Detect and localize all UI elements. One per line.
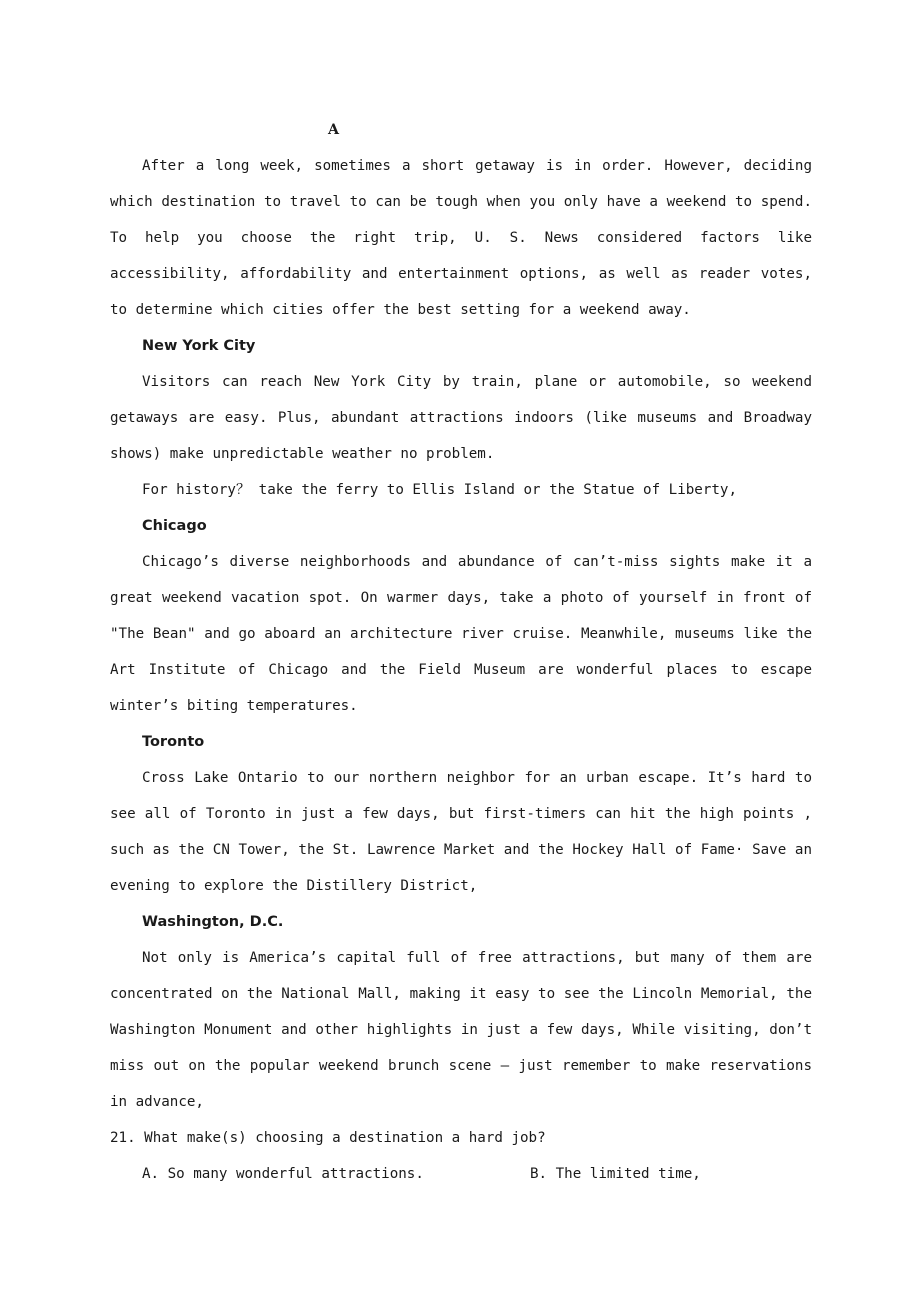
new-york-paragraph-1: Visitors can reach New York City by train, plane or automobile, so weekend getaways are easy. Plus, abundant attractions indoors (like museums and Broadway shows) make unpredictable weather no problem. [110,374,812,462]
option-b: B. The limited time, [530,1166,701,1182]
chicago-paragraph: Chicago’s diverse neighborhoods and abundance of can’t-miss sights make it a great weekend vacation spot. On warmer days, take a photo of yourself in front of "The Bean" and go aboard an architecture river cruise. Meanwhile, museums like the Art Institute of Chicago and the Field Museum are wonderful places to escape winter’s biting temperatures. [110,554,812,714]
section-heading-new-york: New York City [142,338,256,354]
section-heading-washington: Washington, D.C. [142,914,284,930]
option-a: A. So many wonderful attractions. [142,1166,424,1182]
question-21: 21. What make(s) choosing a destination a hard job? [110,1130,546,1146]
section-heading-chicago: Chicago [142,518,207,534]
toronto-paragraph: Cross Lake Ontario to our northern neighbor for an urban escape. It’s hard to see all of Toronto in just a few days, but first-timers can hit the high points , such as the CN Tower, the St. Lawrence Market and the Hockey Hall of Fame· Save an evening to explore the Distillery District, [110,770,812,894]
passage-label: A [328,122,340,138]
washington-paragraph: Not only is America’s capital full of free attractions, but many of them are concentrated on the National Mall, making it easy to see the Lincoln Memorial, the Washington Monument and other highlights in just a few days, While visiting, don’t miss out on the popular weekend brunch scene — just remember to make reservations in advance, [110,950,812,1110]
question-21-options [110,1156,812,1192]
document-page [110,112,812,1192]
intro-paragraph: After a long week, sometimes a short getaway is in order. However, deciding which destination to travel to can be tough when you only have a weekend to spend. To help you choose the right trip, U. S. News considered factors like accessibility, affordability and entertainment options, as well as reader votes, to determine which cities offer the best setting for a weekend away. [110,158,812,318]
section-heading-toronto: Toronto [142,734,205,750]
new-york-paragraph-2: For history？ take the ferry to Ellis Island or the Statue of Liberty, [142,482,738,498]
